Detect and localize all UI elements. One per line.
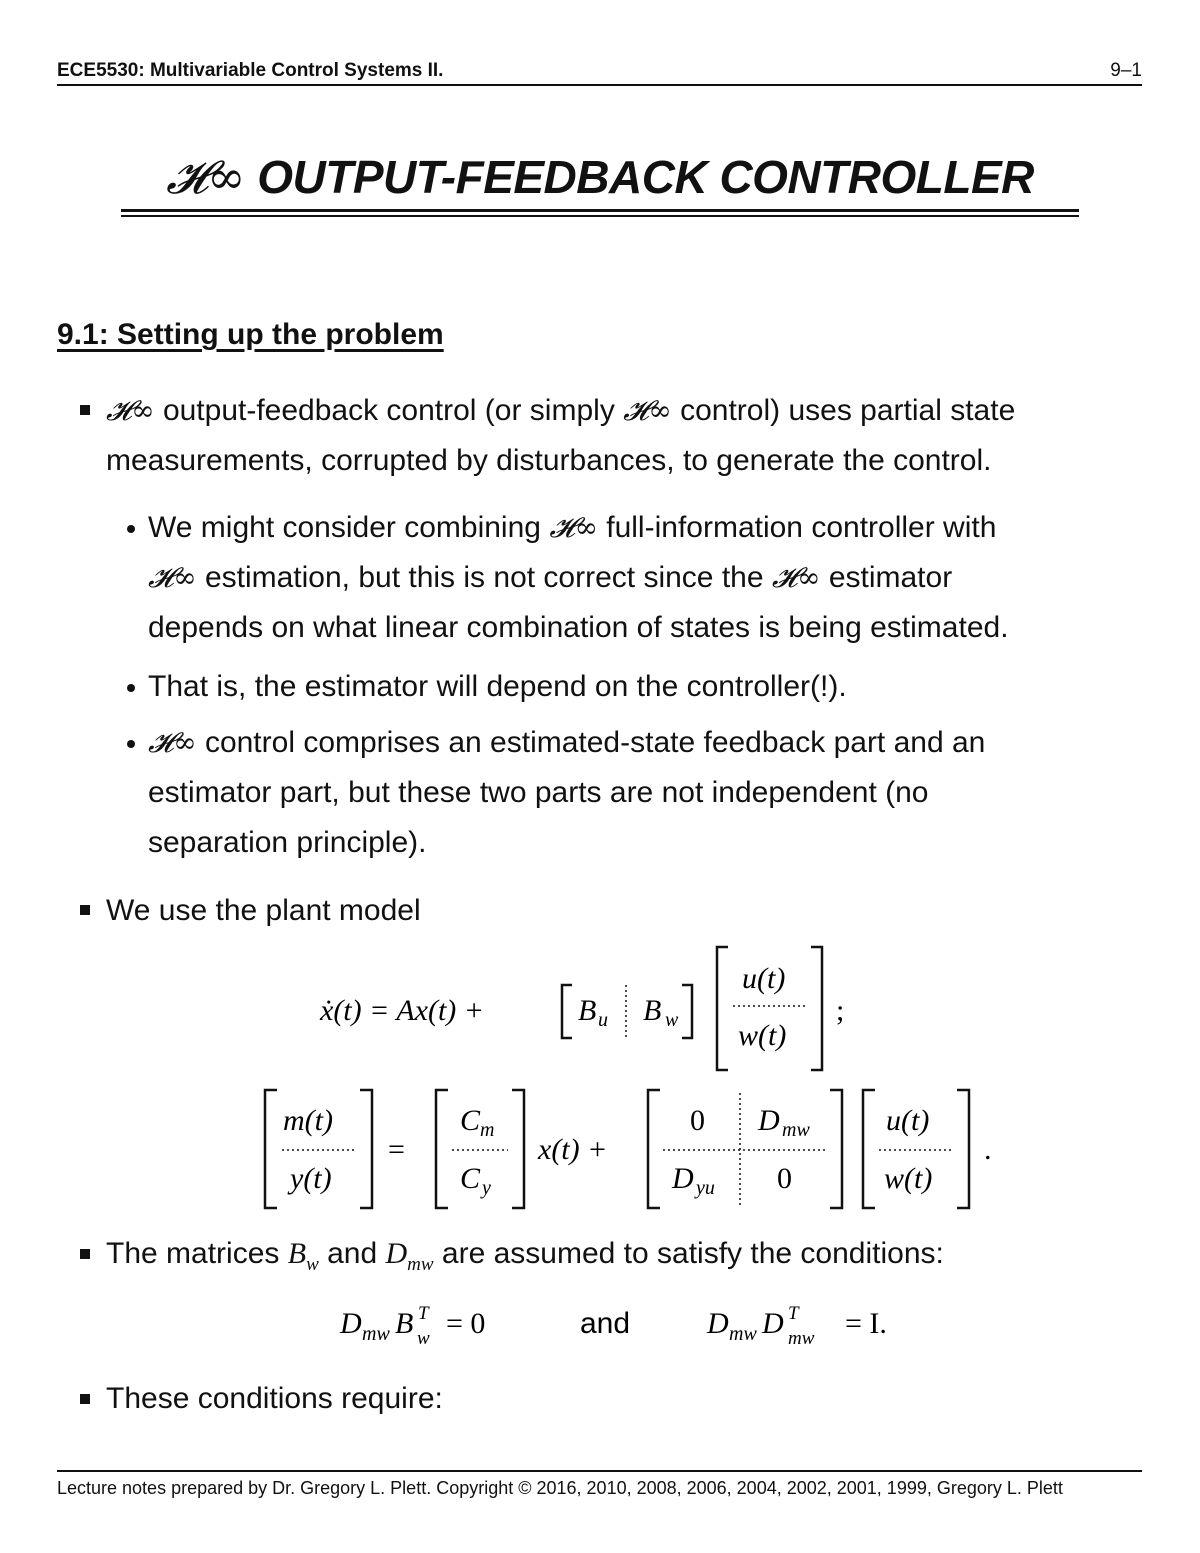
sub: mw	[729, 1323, 757, 1345]
bullet-plant-model: We use the plant model	[106, 894, 421, 927]
sub: w	[417, 1328, 430, 1349]
B: B	[395, 1307, 414, 1340]
sub-bullet-combining	[148, 503, 1168, 653]
h-infinity-symbol: 𝓗∞	[106, 394, 155, 427]
Dyu-sub: yu	[696, 1177, 715, 1199]
equals: =	[388, 1133, 405, 1166]
D: D	[762, 1307, 784, 1340]
Bw-inline	[287, 1237, 319, 1275]
Dmw-inline	[385, 1237, 434, 1275]
u-of-t: u(t)	[742, 962, 786, 995]
D: D	[340, 1307, 362, 1340]
w-of-t: w(t)	[738, 1019, 787, 1052]
text: control comprises an estimated-state feedback part and an	[204, 726, 986, 759]
D: D	[707, 1307, 729, 1340]
subscript: mw	[407, 1254, 434, 1275]
Bu-sub: u	[598, 1009, 608, 1031]
text: are assumed to satisfy the conditions:	[441, 1237, 944, 1270]
sub-bullet-estimator-depends: That is, the estimator will depend on the controller(!).	[148, 670, 847, 703]
sup: T	[418, 1303, 429, 1324]
square-bullet-icon	[80, 905, 90, 915]
square-bullet-icon	[80, 1249, 90, 1259]
title-rule-bottom	[121, 215, 1079, 217]
bullet-hinf-output-feedback	[106, 386, 1166, 486]
sub-bullet-no-separation	[148, 718, 1168, 868]
semicolon: ;	[836, 994, 845, 1027]
w-of-t: w(t)	[884, 1162, 933, 1195]
Dmw-sub: mw	[782, 1119, 810, 1141]
h-infinity-symbol: 𝓗∞	[771, 561, 821, 594]
Dyu: D	[672, 1162, 694, 1195]
Bw-sub: w	[665, 1009, 679, 1031]
text: The matrices	[106, 1237, 280, 1270]
h-infinity-symbol: 𝓗∞	[623, 394, 672, 427]
square-bullet-icon	[80, 405, 90, 415]
dot-bullet-icon	[127, 684, 135, 692]
conditions-equations	[0, 1295, 1200, 1355]
text: output-feedback control (or simply	[162, 394, 615, 427]
footer-rule	[57, 1470, 1142, 1472]
footer-copyright: Lecture notes prepared by Dr. Gregory L. Plett. Copyright © 2016, 2010, 2008, 2006, 2004, 2002, 2001, 1999, Gregory L. Plett	[57, 1478, 1063, 1498]
bullet-matrices-conditions	[106, 1229, 944, 1290]
rhs: = 0	[446, 1307, 486, 1340]
Dmw: D	[758, 1104, 780, 1137]
Bw: B	[643, 994, 662, 1027]
subscript: w	[306, 1254, 319, 1275]
Cy-sub: y	[482, 1177, 491, 1199]
period: .	[984, 1133, 992, 1166]
text: control) uses partial state	[680, 394, 1016, 427]
sup: T	[788, 1303, 799, 1324]
text: B	[287, 1237, 307, 1270]
Cm-sub: m	[480, 1119, 495, 1141]
course-title: ECE5530: Multivariable Control Systems II.	[57, 60, 444, 81]
text: depends on what linear combination of states is being estimated.	[148, 611, 1009, 644]
text: and	[327, 1237, 378, 1270]
text: estimator	[828, 561, 953, 594]
chapter-title-text: OUTPUT-FEEDBACK CONTROLLER	[257, 151, 1034, 203]
Cm: C	[460, 1104, 481, 1137]
page-number: 9–1	[1110, 60, 1142, 81]
dot-bullet-icon	[127, 740, 135, 748]
section-heading: 9.1: Setting up the problem	[57, 318, 444, 351]
h-infinity-symbol: 𝓗∞	[166, 150, 245, 204]
square-bullet-icon	[80, 1394, 90, 1404]
rhs: = I.	[845, 1307, 887, 1340]
sub: mw	[362, 1323, 390, 1345]
u-of-t: u(t)	[886, 1104, 930, 1137]
running-header	[57, 60, 1142, 82]
text: estimation, but this is not correct since the	[204, 561, 764, 594]
text: measurements, corrupted by disturbances, to generate the control.	[106, 444, 992, 477]
m-of-t: m(t)	[283, 1104, 333, 1137]
header-rule	[57, 84, 1142, 86]
and-text: and	[580, 1307, 631, 1340]
dot-bullet-icon	[127, 525, 135, 533]
text: full-information controller with	[606, 511, 997, 544]
sub: mw	[788, 1328, 815, 1349]
plant-model-equations	[0, 930, 1200, 1230]
eq1-lhs: ẋ(t) = Ax(t) +	[320, 994, 485, 1027]
h-infinity-symbol: 𝓗∞	[549, 511, 598, 544]
zero: 0	[690, 1104, 705, 1137]
title-rule-top	[121, 209, 1079, 212]
x-plus: x(t) +	[538, 1133, 608, 1166]
text: We might consider combining	[148, 511, 541, 544]
zero: 0	[777, 1162, 792, 1195]
h-infinity-symbol: 𝓗∞	[148, 726, 197, 759]
Bu: B	[578, 994, 597, 1027]
text: estimator part, but these two parts are not independent (no	[148, 776, 929, 809]
h-infinity-symbol: 𝓗∞	[148, 561, 197, 594]
Cy: C	[460, 1162, 481, 1195]
chapter-title	[120, 150, 1080, 206]
text: separation principle).	[148, 826, 427, 859]
bullet-conditions-require: These conditions require:	[106, 1382, 443, 1415]
y-of-t: y(t)	[290, 1162, 332, 1195]
text: D	[385, 1237, 408, 1270]
